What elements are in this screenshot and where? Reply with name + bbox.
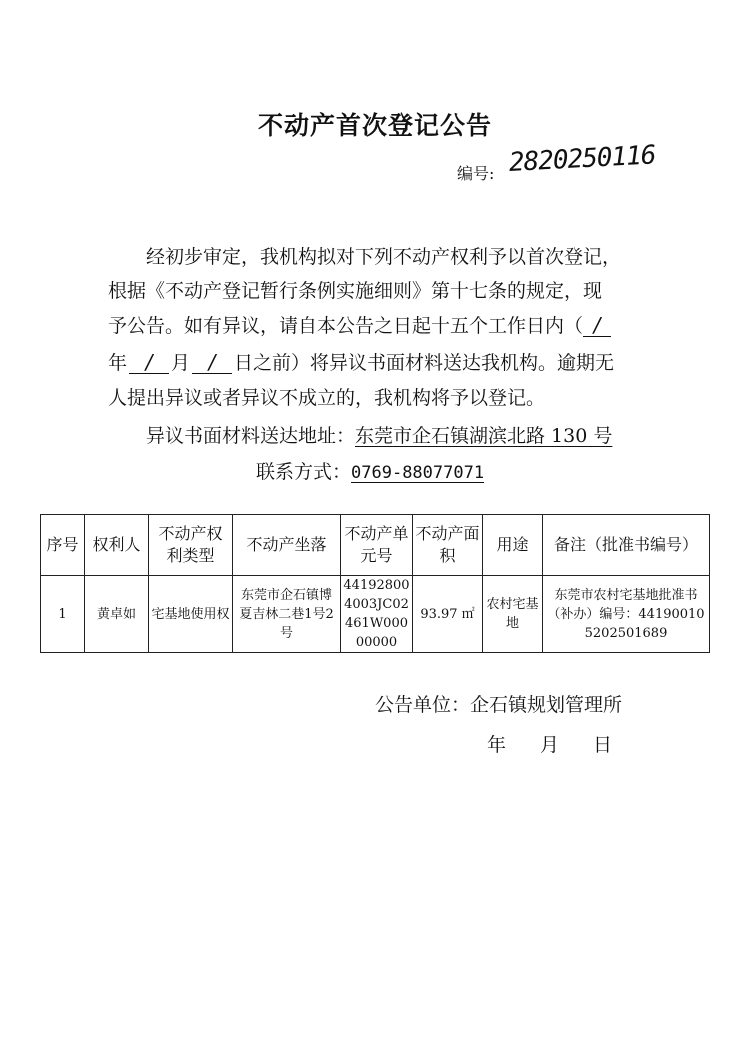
blank-period-end: /	[583, 314, 611, 337]
body-line-3-text: 予公告。如有异议，请自本公告之日起十五个工作日内（	[108, 315, 584, 337]
header-location: 不动产坐落	[233, 515, 341, 576]
cell-right-holder: 黄卓如	[85, 576, 149, 653]
cell-area: 93.97 ㎡	[413, 576, 483, 653]
body-line-4-text: 日之前）将异议书面材料送达我机构。逾期无	[234, 352, 615, 374]
year-char: 年	[108, 352, 128, 374]
address-line	[146, 421, 612, 448]
serial-label: 编号:	[457, 164, 495, 183]
issuing-unit: 公告单位：企石镇规划管理所	[375, 694, 623, 716]
header-remarks: 备注（批准书编号）	[543, 515, 710, 576]
date-day: 日	[593, 734, 613, 756]
header-area: 不动产面积	[413, 515, 483, 576]
cell-unit-number: 441928004003JC02461W00000000	[341, 576, 413, 653]
blank-month: /	[129, 351, 169, 374]
body-line-1: 经初步审定，我机构拟对下列不动产权利予以首次登记，	[146, 246, 622, 268]
address-value: 东莞市企石镇湖滨北路 130 号	[355, 425, 613, 447]
table-row	[41, 576, 710, 653]
body-line-4	[108, 348, 614, 375]
body-line-3	[108, 311, 611, 338]
cell-usage: 农村宅基地	[483, 576, 543, 653]
date-month: 月	[540, 734, 560, 756]
contact-value: 0769-88077071	[351, 463, 485, 483]
blank-day: /	[192, 351, 232, 374]
cell-remarks: 东莞市农村宅基地批准书（补办）编号：441900105202501689	[543, 576, 710, 653]
body-line-5: 人提出异议或者异议不成立的，我机构将予以登记。	[108, 387, 546, 409]
header-index: 序号	[41, 515, 85, 576]
contact-label: 联系方式：	[256, 461, 352, 483]
cell-location: 东莞市企石镇博夏吉林二巷1号2号	[233, 576, 341, 653]
cell-right-type: 宅基地使用权	[149, 576, 233, 653]
cell-index: 1	[41, 576, 85, 653]
serial-number-handwritten: 2820250116	[508, 140, 657, 178]
header-unit-number: 不动产单元号	[341, 515, 413, 576]
header-usage: 用途	[483, 515, 543, 576]
table-header-row	[41, 515, 710, 576]
header-right-holder: 权利人	[85, 515, 149, 576]
address-label: 异议书面材料送达地址：	[146, 425, 356, 447]
issue-date	[487, 730, 612, 757]
registration-table	[40, 514, 710, 653]
date-year: 年	[487, 734, 507, 756]
body-line-2: 根据《不动产登记暂行条例实施细则》第十七条的规定，现	[108, 280, 603, 302]
header-right-type: 不动产权利类型	[149, 515, 233, 576]
month-char: 月	[171, 352, 191, 374]
page-title: 不动产首次登记公告	[257, 111, 492, 140]
contact-line	[256, 457, 484, 484]
